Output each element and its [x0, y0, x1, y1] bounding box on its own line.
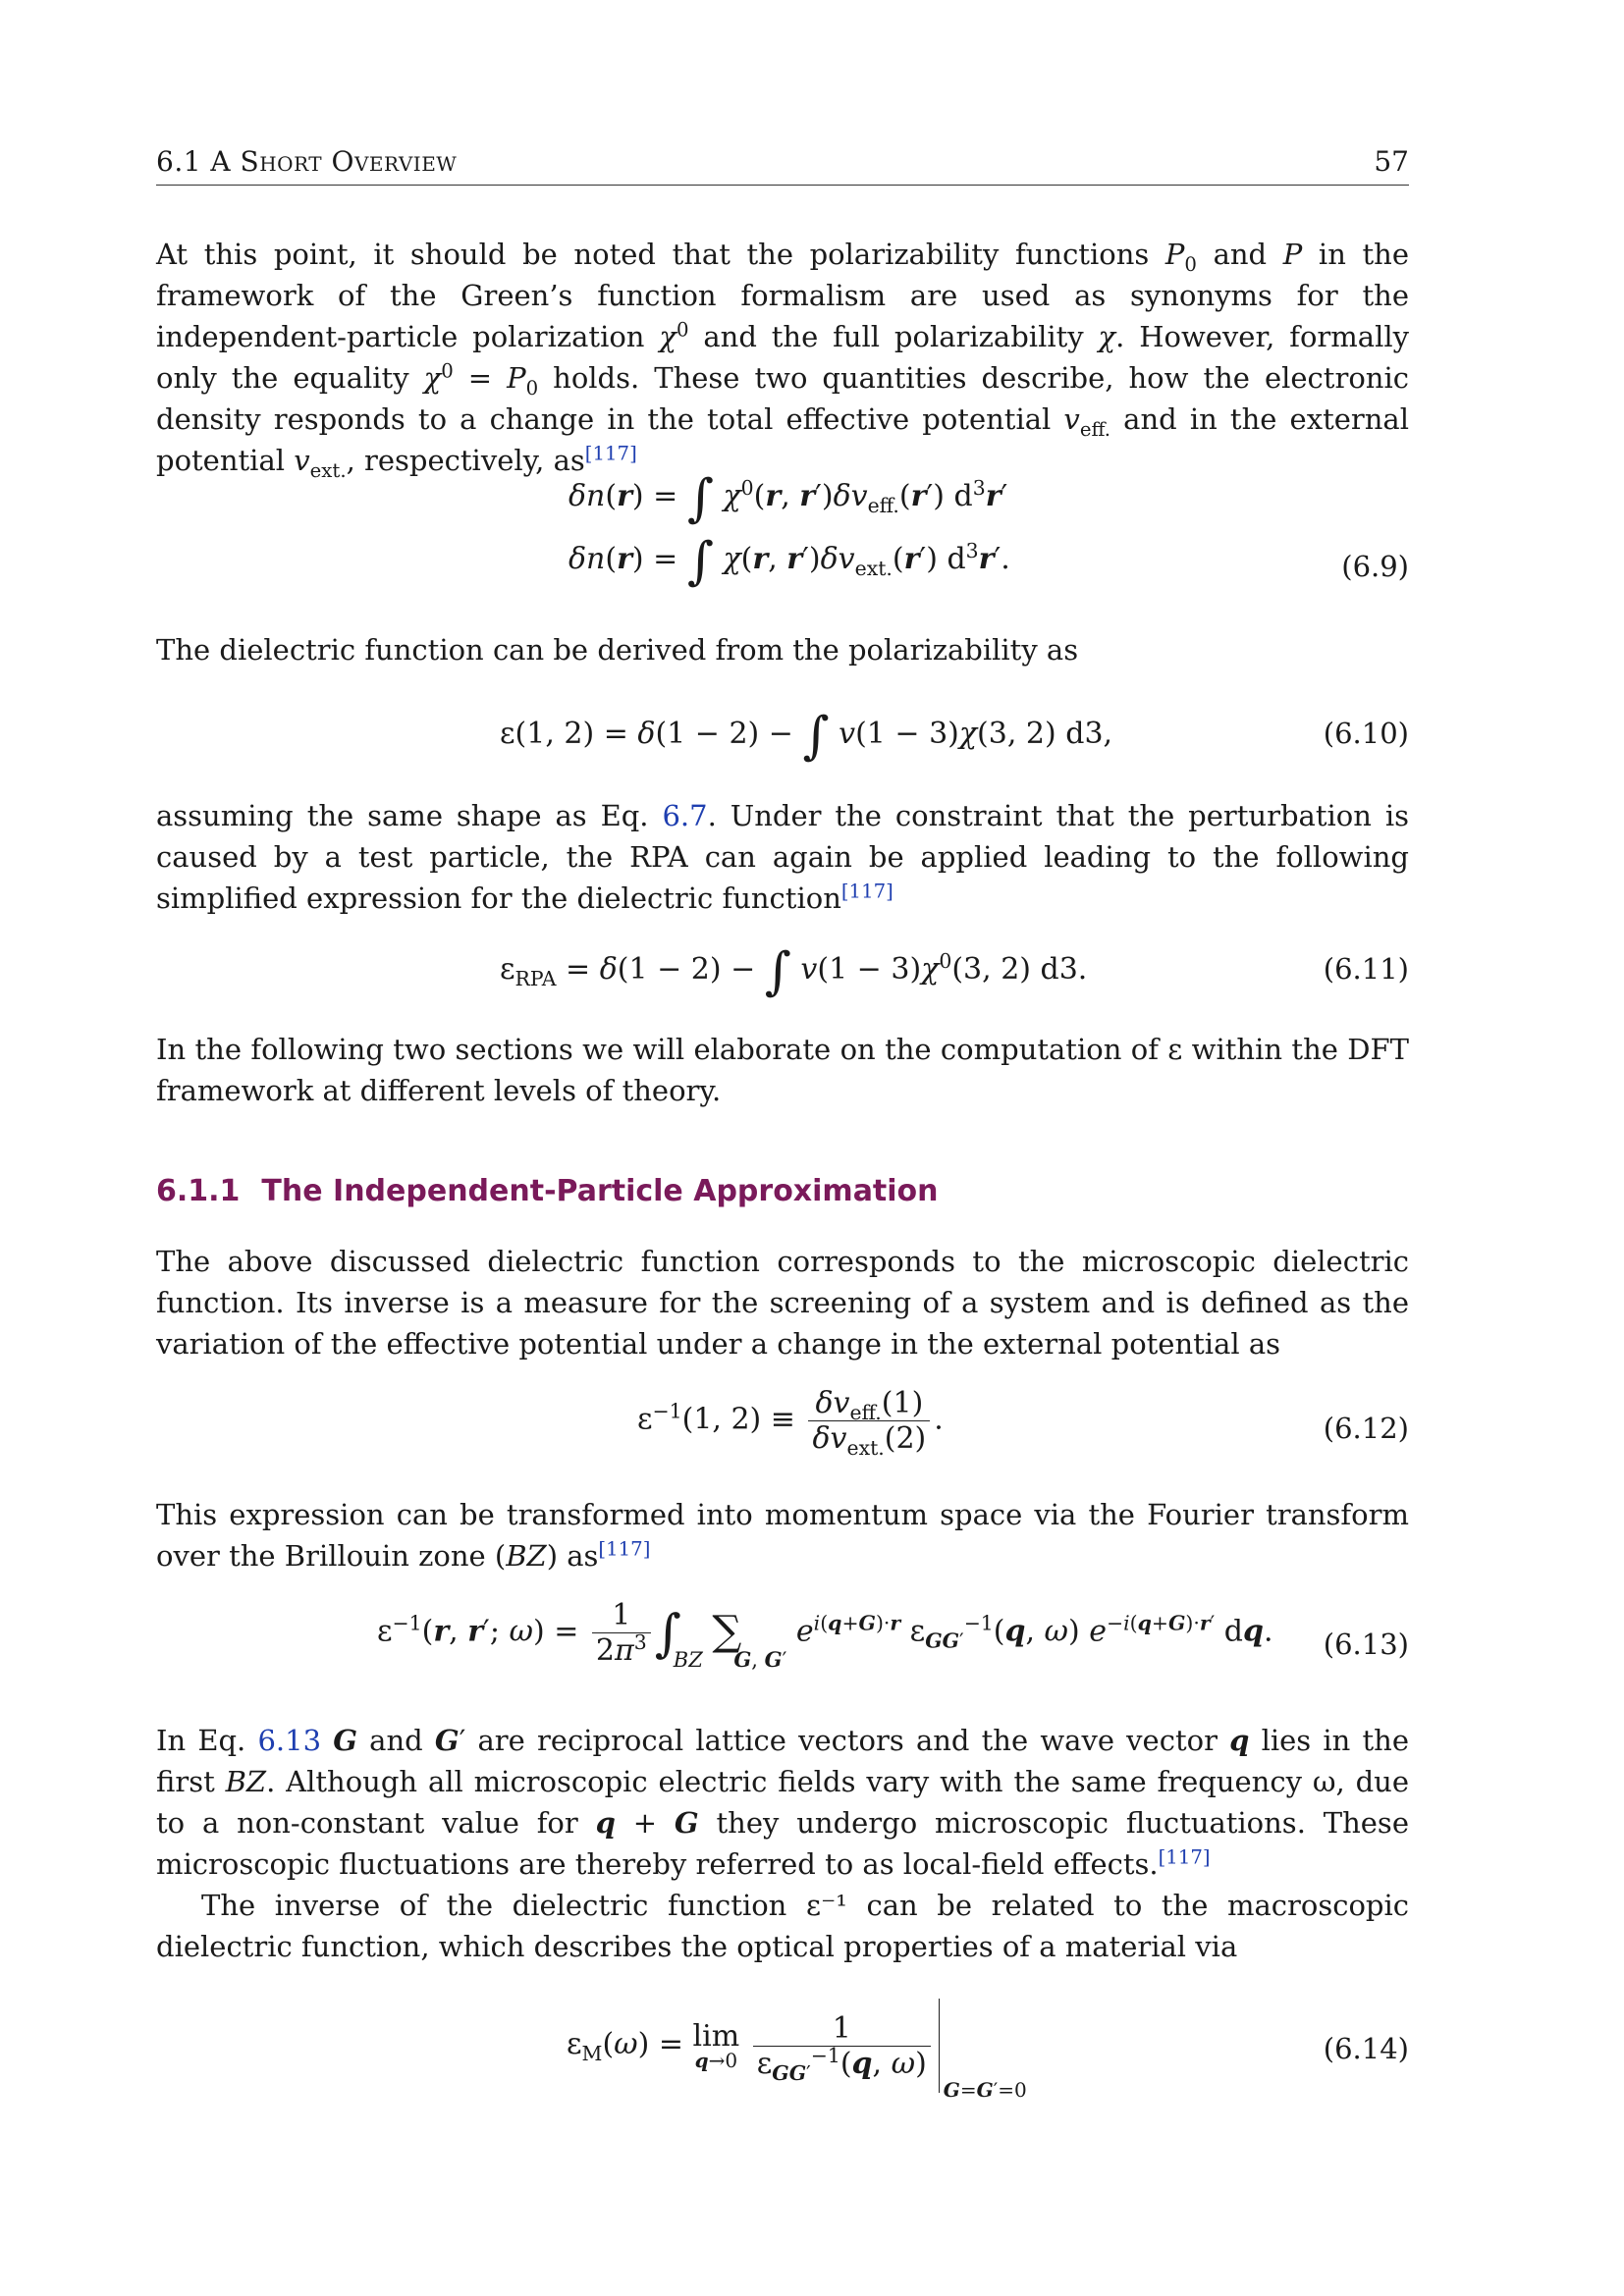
section-title: The Independent-Particle Approximation [261, 1174, 939, 1208]
paragraph-macroscopic: The inverse of the dielectric function ε⁻¹ can be related to the macroscopic dielectric function, which describes the optical properties of a material via [156, 1889, 1409, 1963]
equation-number: (6.13) [1323, 1628, 1409, 1661]
citation[interactable]: [117] [1158, 1845, 1211, 1869]
paragraph-rpa: assuming the same shape as Eq. 6.7. Under the constraint that the perturbation is caused by a test particle, the RPA can again be applied leading to the following simplified expression for the dielectric function[117] [156, 799, 1409, 915]
equation-number: (6.12) [1323, 1412, 1409, 1445]
equation-6-13: $\varepsilon^{-1}(r$, r′; ω) = $\frac{1}{2\pi^3}$ ∫BZ ∑G, G′ $e^{i(q+G)\cdot r}$ $\varepsilon_{GG'}^{-1}(q$, ω) $e^{-i(q+G)\cdot r'}$ dq. (6.13) [377, 1598, 1409, 1672]
equation-6-9: δn(r) = ∫ $\chi^0(r$, $r')\delta v_{eff.}(r')$ $d^3r'$ δn(r) = ∫ χ(r, $r')\delta v_{ext.}(r')$ $d^3r'$. (6.9) [568, 469, 1409, 591]
citation[interactable]: [117] [598, 1537, 651, 1561]
citation[interactable]: [117] [840, 880, 893, 903]
equation-link[interactable]: 6.7 [662, 799, 708, 832]
equation-number: (6.10) [1323, 717, 1409, 750]
section-label: 6.1 A Short Overview [156, 145, 458, 178]
paragraph-dielectric: The dielectric function can be derived from the polarizability as [156, 633, 1079, 667]
paragraph-microscopic: The above discussed dielectric function corresponds to the microscopic dielectric function. Its inverse is a measure for the screening of a system and is defined as the variation of the effective potential under a change in the external potential as [156, 1245, 1409, 1361]
paragraph-polarizability: At this point, it should be noted that the polarizability functions $P_0$ and P in the framework of the Green’s function formalism are used as synonyms for the independent-particle polarization $\chi^0$ and the full polarizability χ. However, formally only the equality $\chi^0 = P_0$ holds. These two quantities describe, how the electronic density responds to a change in the total effective potential $v_{eff.}$ and in the external potential $v_{ext.}$, respectively, as[117] [156, 238, 1410, 482]
citation[interactable]: [117] [584, 442, 637, 465]
equation-6-11: $\varepsilon_{RPA} = \delta(1 - 2)$ − ∫ $v(1 - 3)\chi^0(3$, 2) d3. (6.11) [500, 942, 1409, 1001]
paragraph-local-field: In Eq. 6.13 G and G′ are reciprocal lattice vectors and the wave vector q lies in the first BZ. Although all microscopic electric fields vary with the same frequency ω, due to a non-constant value for q + G they undergo microscopic fluctuations. These microscopic fluctuations are thereby referred to as local-field effects.[117] [156, 1724, 1409, 1881]
paragraph-overview: In the following two sections we will elaborate on the computation of ε within the DFT framework at different levels of theory. [156, 1033, 1409, 1107]
equation-number: (6.14) [1323, 2032, 1409, 2065]
paragraph-fourier: This expression can be transformed into momentum space via the Fourier transform over the Brillouin zone (BZ) as[117] [156, 1498, 1409, 1573]
equation-number: (6.11) [1323, 952, 1409, 986]
equation-link[interactable]: 6.13 [257, 1724, 322, 1757]
equation-number: (6.9) [1341, 550, 1409, 583]
equation-6-12: $\varepsilon^{-1}(1$, 2) ≡ $\frac{\delta v_{eff.}(1)}{\delta v_{ext.}(2)}$ . (6.12) [637, 1386, 1409, 1460]
section-heading [156, 1174, 939, 1208]
equation-6-10: ε(1, 2) = δ(1 − 2) − ∫ v(1 − 3)χ(3, 2) d3, (6.10) [500, 707, 1409, 766]
running-header [156, 145, 1409, 186]
equation-6-14: $\varepsilon_M(\omega)$ = lim q→0 $\frac{1}{\varepsilon_{GG'}^{-1}(q, \omega)}$ G=G′=0 (6.14) [156, 1999, 1409, 2116]
page-number: 57 [1374, 145, 1409, 178]
section-number: 6.1.1 [156, 1174, 241, 1208]
